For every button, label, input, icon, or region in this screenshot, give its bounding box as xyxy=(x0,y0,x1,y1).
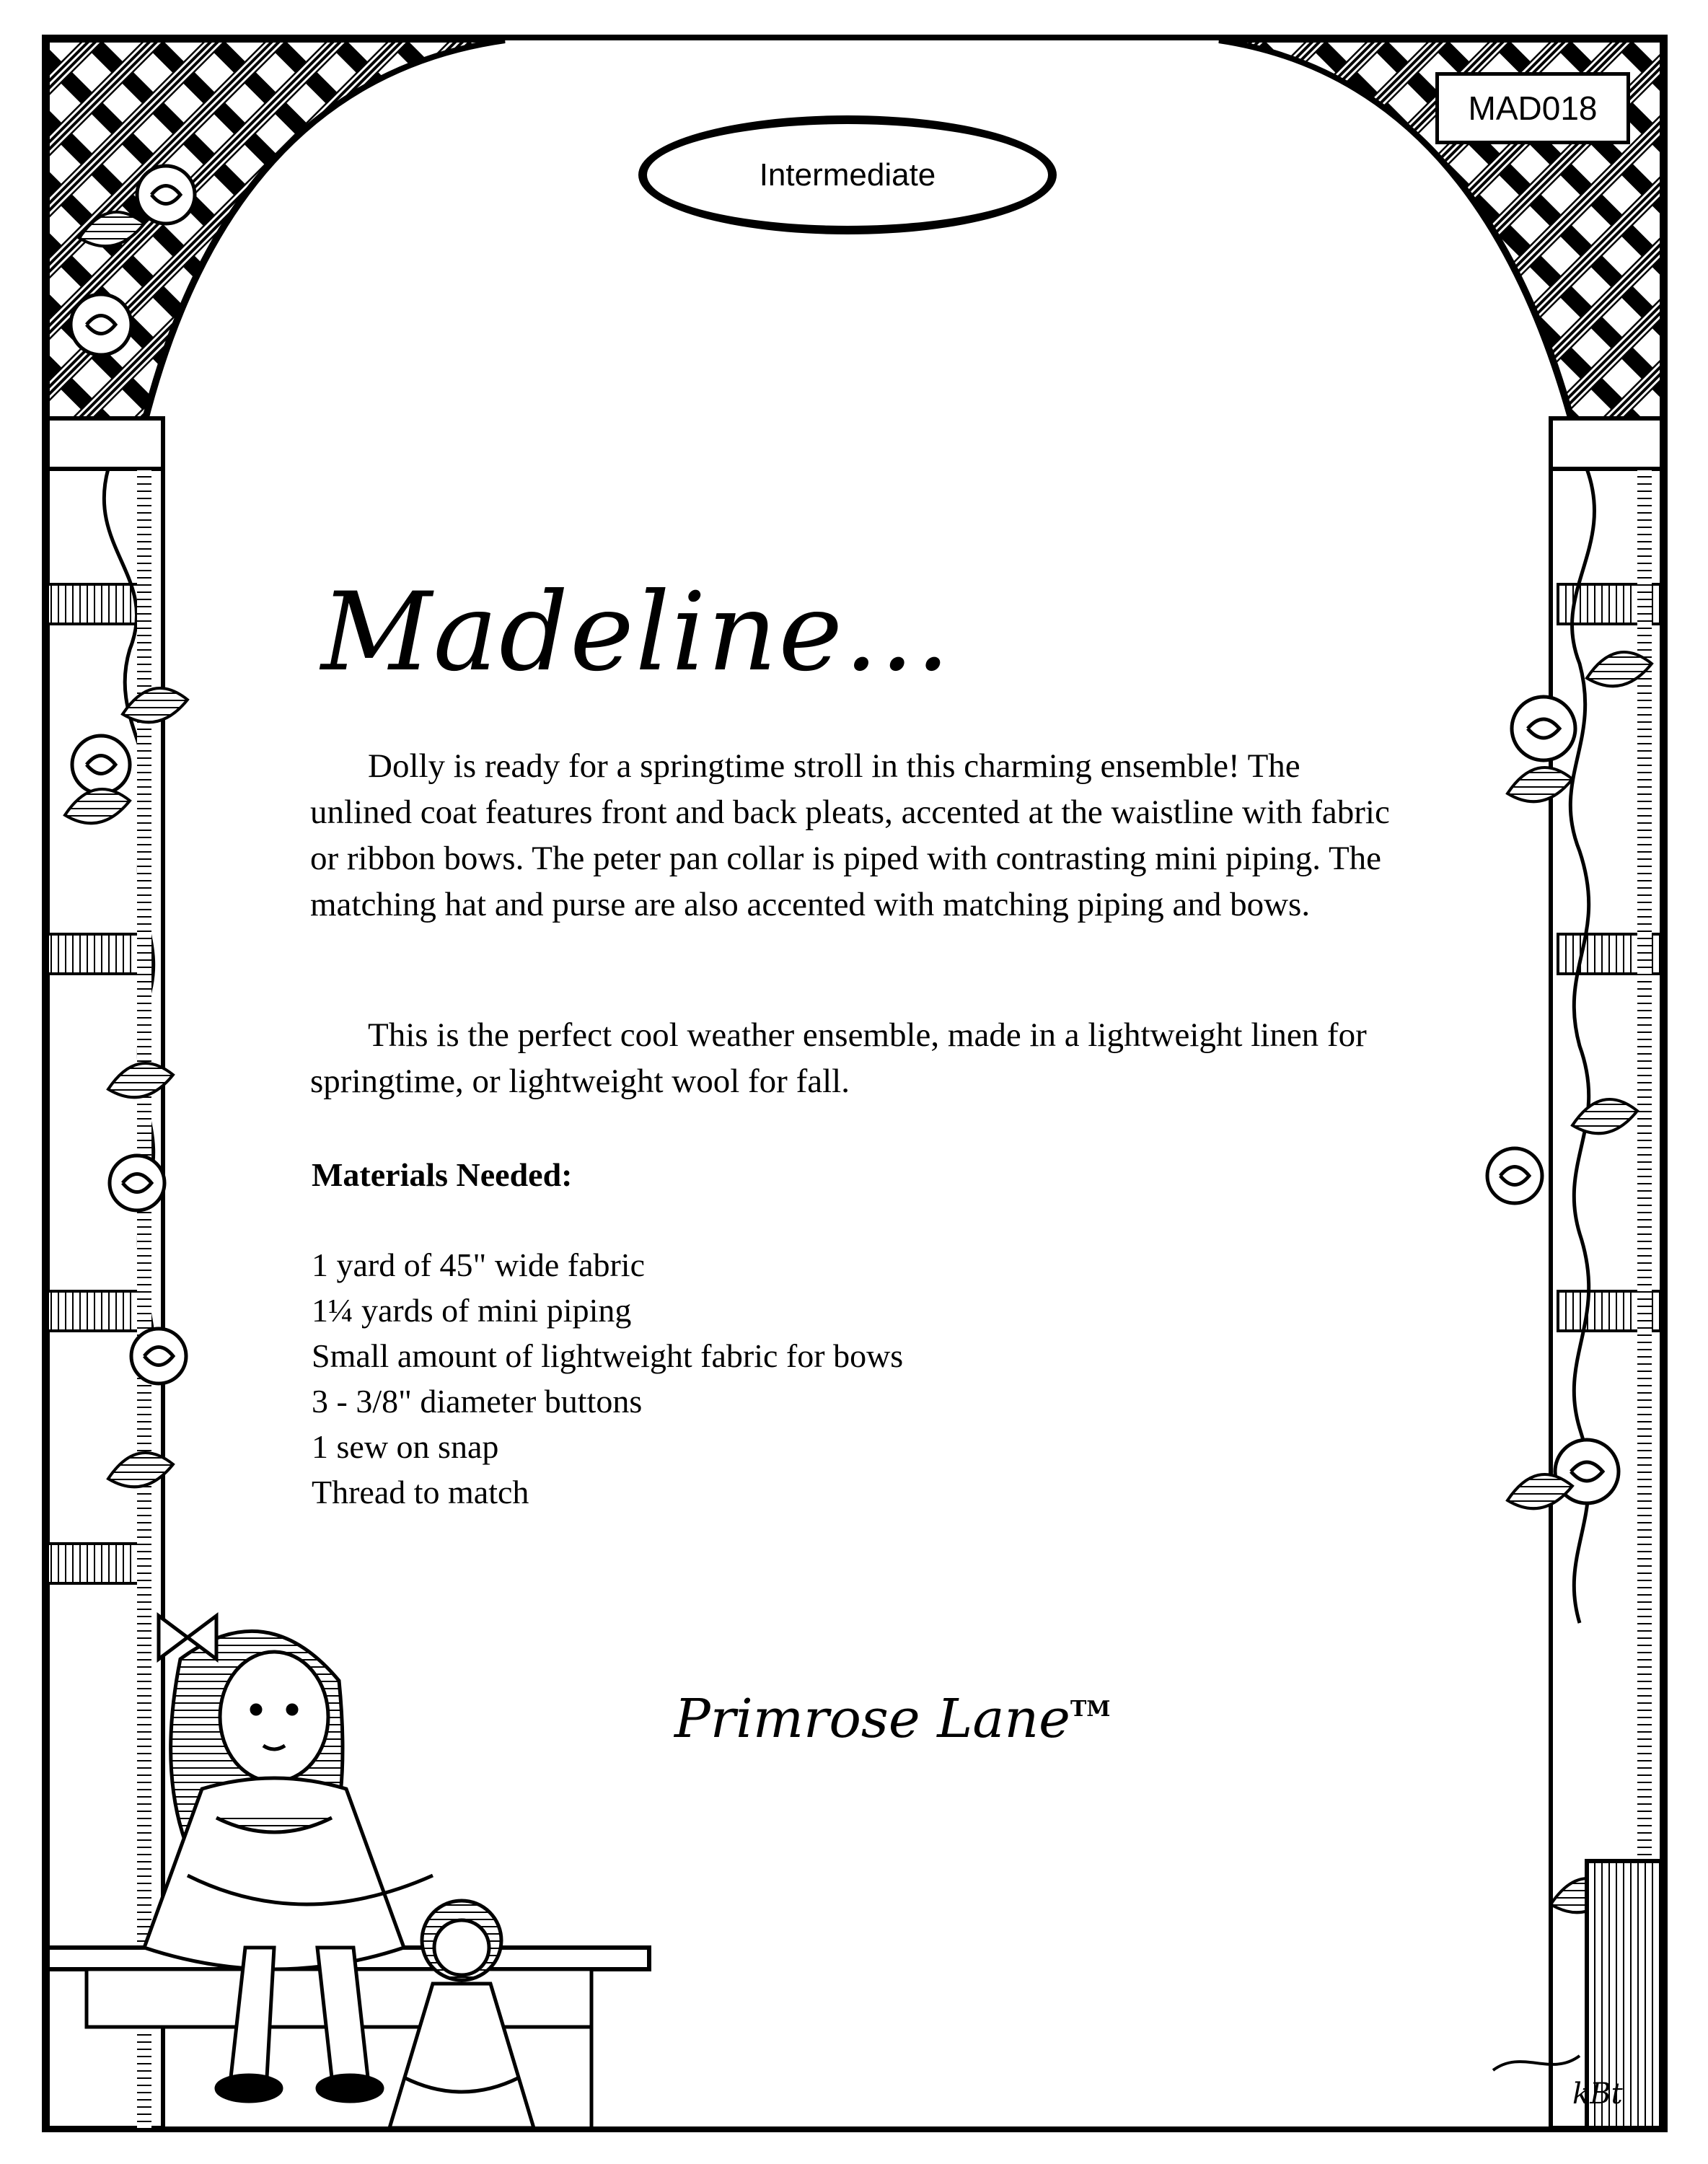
pattern-title: Madeline... xyxy=(321,570,952,695)
trademark-mark: TM xyxy=(1070,1697,1111,1722)
description-text-2: This is the perfect cool weather ensemble, made in a lightweight linen for springtime, or lightweight wool for fall. xyxy=(310,1016,1367,1100)
skill-level-text: Intermediate xyxy=(759,157,936,193)
materials-item: 1¼ yards of mini piping xyxy=(312,1292,632,1329)
materials-item: Small amount of lightweight fabric for bows xyxy=(312,1337,904,1374)
materials-heading: Materials Needed: xyxy=(312,1156,573,1193)
description-paragraph-1 xyxy=(310,743,1392,928)
brand-logo xyxy=(674,1688,1110,1750)
materials-item: 3 - 3/8" diameter buttons xyxy=(312,1383,643,1420)
skill-level-badge xyxy=(638,115,1057,234)
description-text-1: Dolly is ready for a springtime stroll in this charming ensemble! The unlined coat features front and back pleats, accented at the waistline with fabric or ribbon bows. The peter pan collar is piped with contrasting mini piping. The matching hat and purse are also accented with matching piping and bows. xyxy=(310,747,1390,923)
girl-with-doll-illustration xyxy=(144,1616,534,2128)
description-paragraph-2 xyxy=(310,1012,1392,1104)
materials-item: 1 sew on snap xyxy=(312,1428,499,1465)
materials-item: Thread to match xyxy=(312,1474,529,1510)
brand-name: Primrose Lane xyxy=(674,1688,1070,1750)
artist-signature: kBt xyxy=(1572,2077,1623,2111)
pattern-code-label: MAD018 xyxy=(1435,72,1630,144)
materials-list xyxy=(312,1242,903,1515)
materials-item: 1 yard of 45" wide fabric xyxy=(312,1246,645,1283)
